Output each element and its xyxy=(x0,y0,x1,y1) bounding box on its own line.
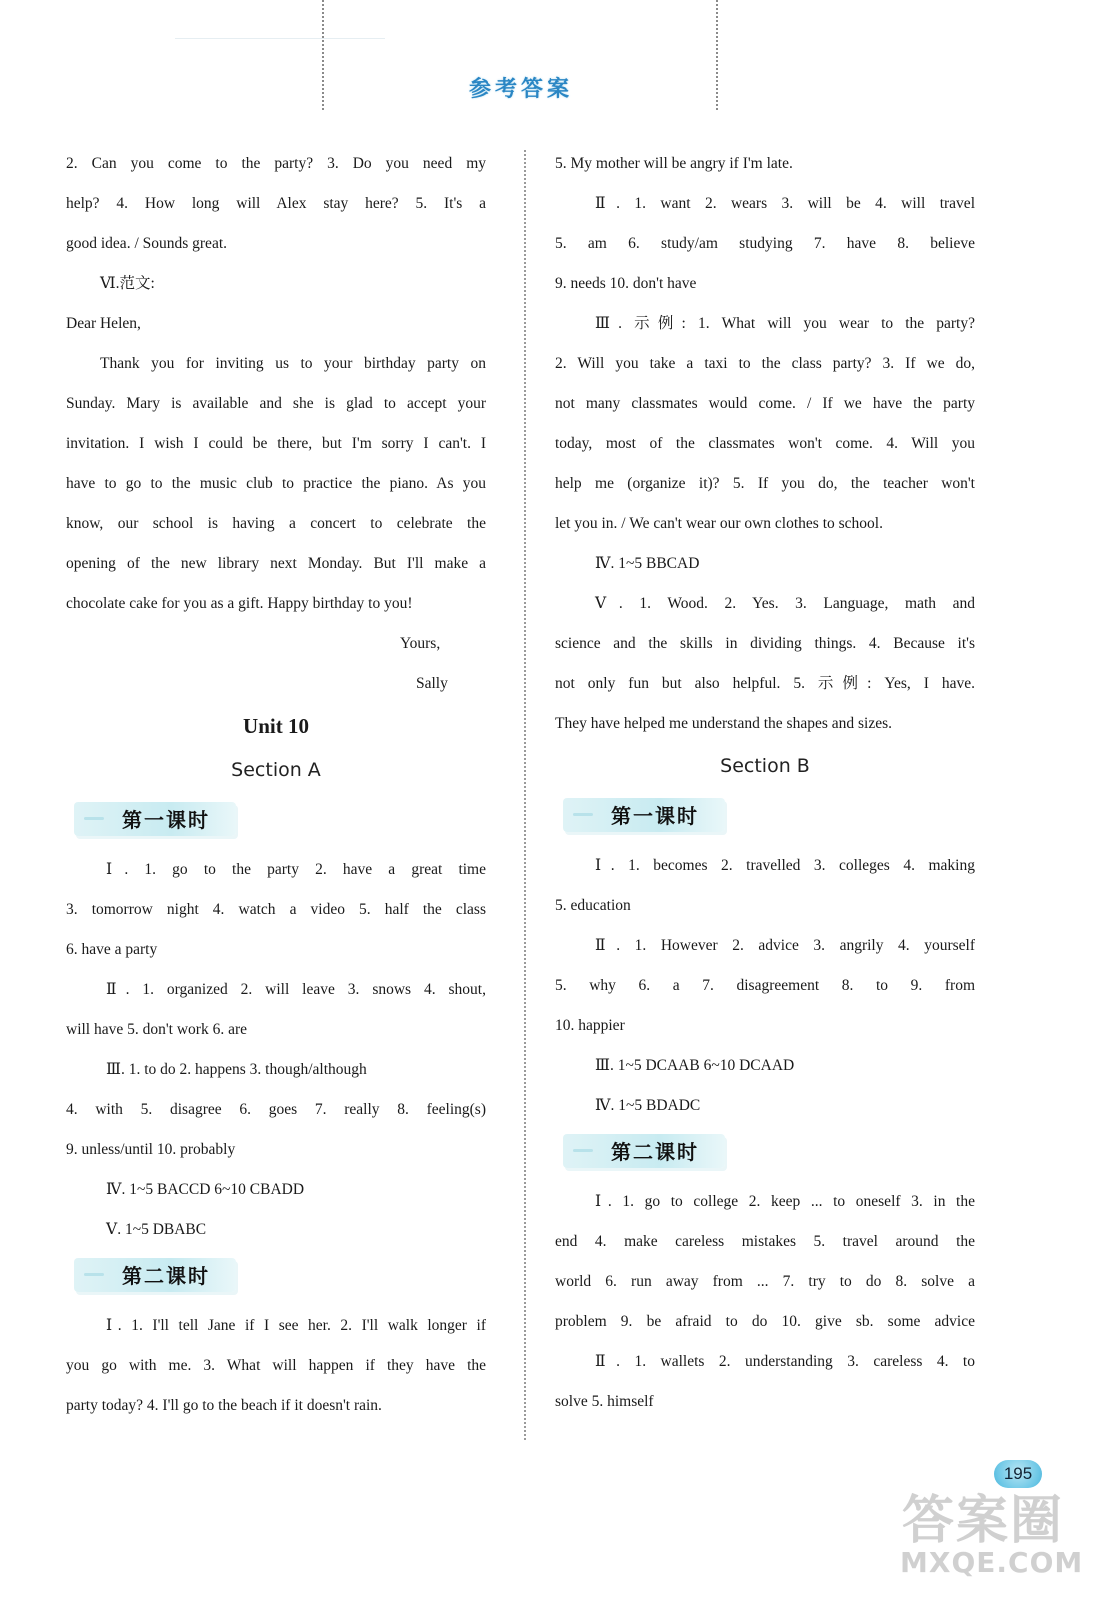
answer-line: Ⅱ. 1. However 2. advice 3. angrily 4. yourself xyxy=(595,937,975,954)
answer-line: Ⅲ. 1. to do 2. happens 3. though/although xyxy=(106,1061,367,1078)
answer-line: Ⅳ. 1~5 BBCAD xyxy=(595,555,700,572)
section-title: Section A xyxy=(231,759,321,781)
lesson-title: 第二课时 xyxy=(611,1140,699,1164)
answer-line: 4. with 5. disagree 6. goes 7. really 8. feeling(s) xyxy=(66,1101,486,1118)
essay-line: invitation. I wish I could be there, but I'm sorry I can't. I xyxy=(66,435,486,452)
watermark-domain: MXQE.COM xyxy=(900,1546,1084,1579)
essay-line: chocolate cake for you as a gift. Happy birthday to you! xyxy=(66,595,413,612)
lesson-badge xyxy=(563,798,725,832)
left-column xyxy=(66,144,486,1426)
essay-line: Thank you for inviting us to your birthday party on xyxy=(100,355,486,372)
answer-line: 5. education xyxy=(555,897,631,914)
answer-line: 3. tomorrow night 4. watch a video 5. half the class xyxy=(66,901,486,918)
column-divider xyxy=(524,150,526,1440)
watermark-text: 答案圈 xyxy=(902,1491,1065,1551)
answer-line: Ⅲ. 示例: 1. What will you wear to the party? xyxy=(595,315,975,332)
answer-line: help me (organize it)? 5. If you do, the teacher won't xyxy=(555,475,975,492)
answer-line: you go with me. 3. What will happen if they have the xyxy=(66,1357,486,1374)
lesson-heading xyxy=(555,1126,975,1182)
answer-line: let you in. / We can't wear our own clothes to school. xyxy=(555,515,883,532)
essay-line: know, our school is having a concert to celebrate the xyxy=(66,515,486,532)
answer-line: Ⅰ. 1. go to college 2. keep ... to oneself 3. in the xyxy=(595,1193,975,1210)
answer-line: will have 5. don't work 6. are xyxy=(66,1021,247,1038)
answer-line: 9. unless/until 10. probably xyxy=(66,1141,236,1158)
answer-line: 2. Can you come to the party? 3. Do you need my xyxy=(66,155,486,172)
answer-line: 2. Will you take a taxi to the class party? 3. If we do, xyxy=(555,355,975,372)
essay-line: Sunday. Mary is available and she is glad to accept your xyxy=(66,395,486,412)
answer-line: Ⅴ. 1. Wood. 2. Yes. 3. Language, math and xyxy=(595,595,975,612)
watermark-logo xyxy=(896,1478,1084,1588)
answer-line: Ⅱ. 1. want 2. wears 3. will be 4. will travel xyxy=(595,195,975,212)
essay-closing: Yours, xyxy=(400,635,441,652)
answer-line: Ⅰ. 1. becomes 2. travelled 3. colleges 4. making xyxy=(595,857,975,874)
lesson-title: 第二课时 xyxy=(122,1264,210,1288)
lesson-heading xyxy=(66,794,486,850)
badge-dash xyxy=(84,1273,104,1276)
answer-line: Ⅲ. 1~5 DCAAB 6~10 DCAAD xyxy=(595,1057,795,1074)
answer-line: end 4. make careless mistakes 5. travel around the xyxy=(555,1233,975,1250)
answer-line: science and the skills in dividing things. 4. Because it's xyxy=(555,635,975,652)
header-faint-rule xyxy=(175,38,385,39)
answer-line: good idea. / Sounds great. xyxy=(66,235,228,252)
answer-line: not many classmates would come. / If we have the party xyxy=(555,395,975,412)
essay-line: opening of the new library next Monday. But I'll make a xyxy=(66,555,486,572)
answer-line: Ⅰ. 1. go to the party 2. have a great time xyxy=(106,861,486,878)
answer-line: Ⅱ. 1. wallets 2. understanding 3. careless 4. to xyxy=(595,1353,975,1370)
lesson-title: 第一课时 xyxy=(611,804,699,828)
answer-line: Ⅰ. 1. I'll tell Jane if I see her. 2. I'll walk longer if xyxy=(106,1317,486,1334)
answer-line: Ⅱ. 1. organized 2. will leave 3. snows 4. shout, xyxy=(106,981,486,998)
answer-line: Ⅳ. 1~5 BDADC xyxy=(595,1097,701,1114)
answer-line: 5. am 6. study/am studying 7. have 8. believe xyxy=(555,235,975,252)
essay-label: Ⅵ.范文: xyxy=(100,275,155,292)
answer-line: solve 5. himself xyxy=(555,1393,654,1410)
header-dashed-line-left xyxy=(322,0,324,110)
answer-line: 9. needs 10. don't have xyxy=(555,275,697,292)
badge-dash xyxy=(573,813,593,816)
unit-title: Unit 10 xyxy=(243,714,309,738)
right-column xyxy=(555,144,975,1422)
answer-line: 10. happier xyxy=(555,1017,625,1034)
lesson-badge xyxy=(74,802,236,836)
lesson-badge xyxy=(74,1258,236,1292)
lesson-title: 第一课时 xyxy=(122,808,210,832)
answer-line: Ⅳ. 1~5 BACCD 6~10 CBADD xyxy=(106,1181,305,1198)
lesson-badge xyxy=(563,1134,725,1168)
badge-dash xyxy=(84,817,104,820)
essay-salutation: Dear Helen, xyxy=(66,315,141,332)
page-number: 195 xyxy=(994,1460,1042,1488)
essay-signature: Sally xyxy=(416,675,448,692)
answer-line: not only fun but also helpful. 5. 示例: Yes, I have. xyxy=(555,675,975,692)
header-dashed-line-right xyxy=(716,0,718,110)
answer-line: 5. My mother will be angry if I'm late. xyxy=(555,155,793,172)
page-header-title: 参考答案 xyxy=(468,77,573,102)
answer-line: problem 9. be afraid to do 10. give sb. some advice xyxy=(555,1313,975,1330)
answer-line: 6. have a party xyxy=(66,941,158,958)
answer-line: world 6. run away from ... 7. try to do 8. solve a xyxy=(555,1273,975,1290)
section-title: Section B xyxy=(720,755,810,777)
answer-line: today, most of the classmates won't come. 4. Will you xyxy=(555,435,975,452)
answer-line: party today? 4. I'll go to the beach if it doesn't rain. xyxy=(66,1397,382,1414)
answer-line: help? 4. How long will Alex stay here? 5. It's a xyxy=(66,195,486,212)
lesson-heading xyxy=(66,1250,486,1306)
answer-line: They have helped me understand the shapes and sizes. xyxy=(555,715,893,732)
essay-line: have to go to the music club to practice the piano. As you xyxy=(66,475,486,492)
badge-dash xyxy=(573,1149,593,1152)
answer-line: 5. why 6. a 7. disagreement 8. to 9. from xyxy=(555,977,975,994)
answer-line: Ⅴ. 1~5 DBABC xyxy=(106,1221,207,1238)
lesson-heading xyxy=(555,790,975,846)
